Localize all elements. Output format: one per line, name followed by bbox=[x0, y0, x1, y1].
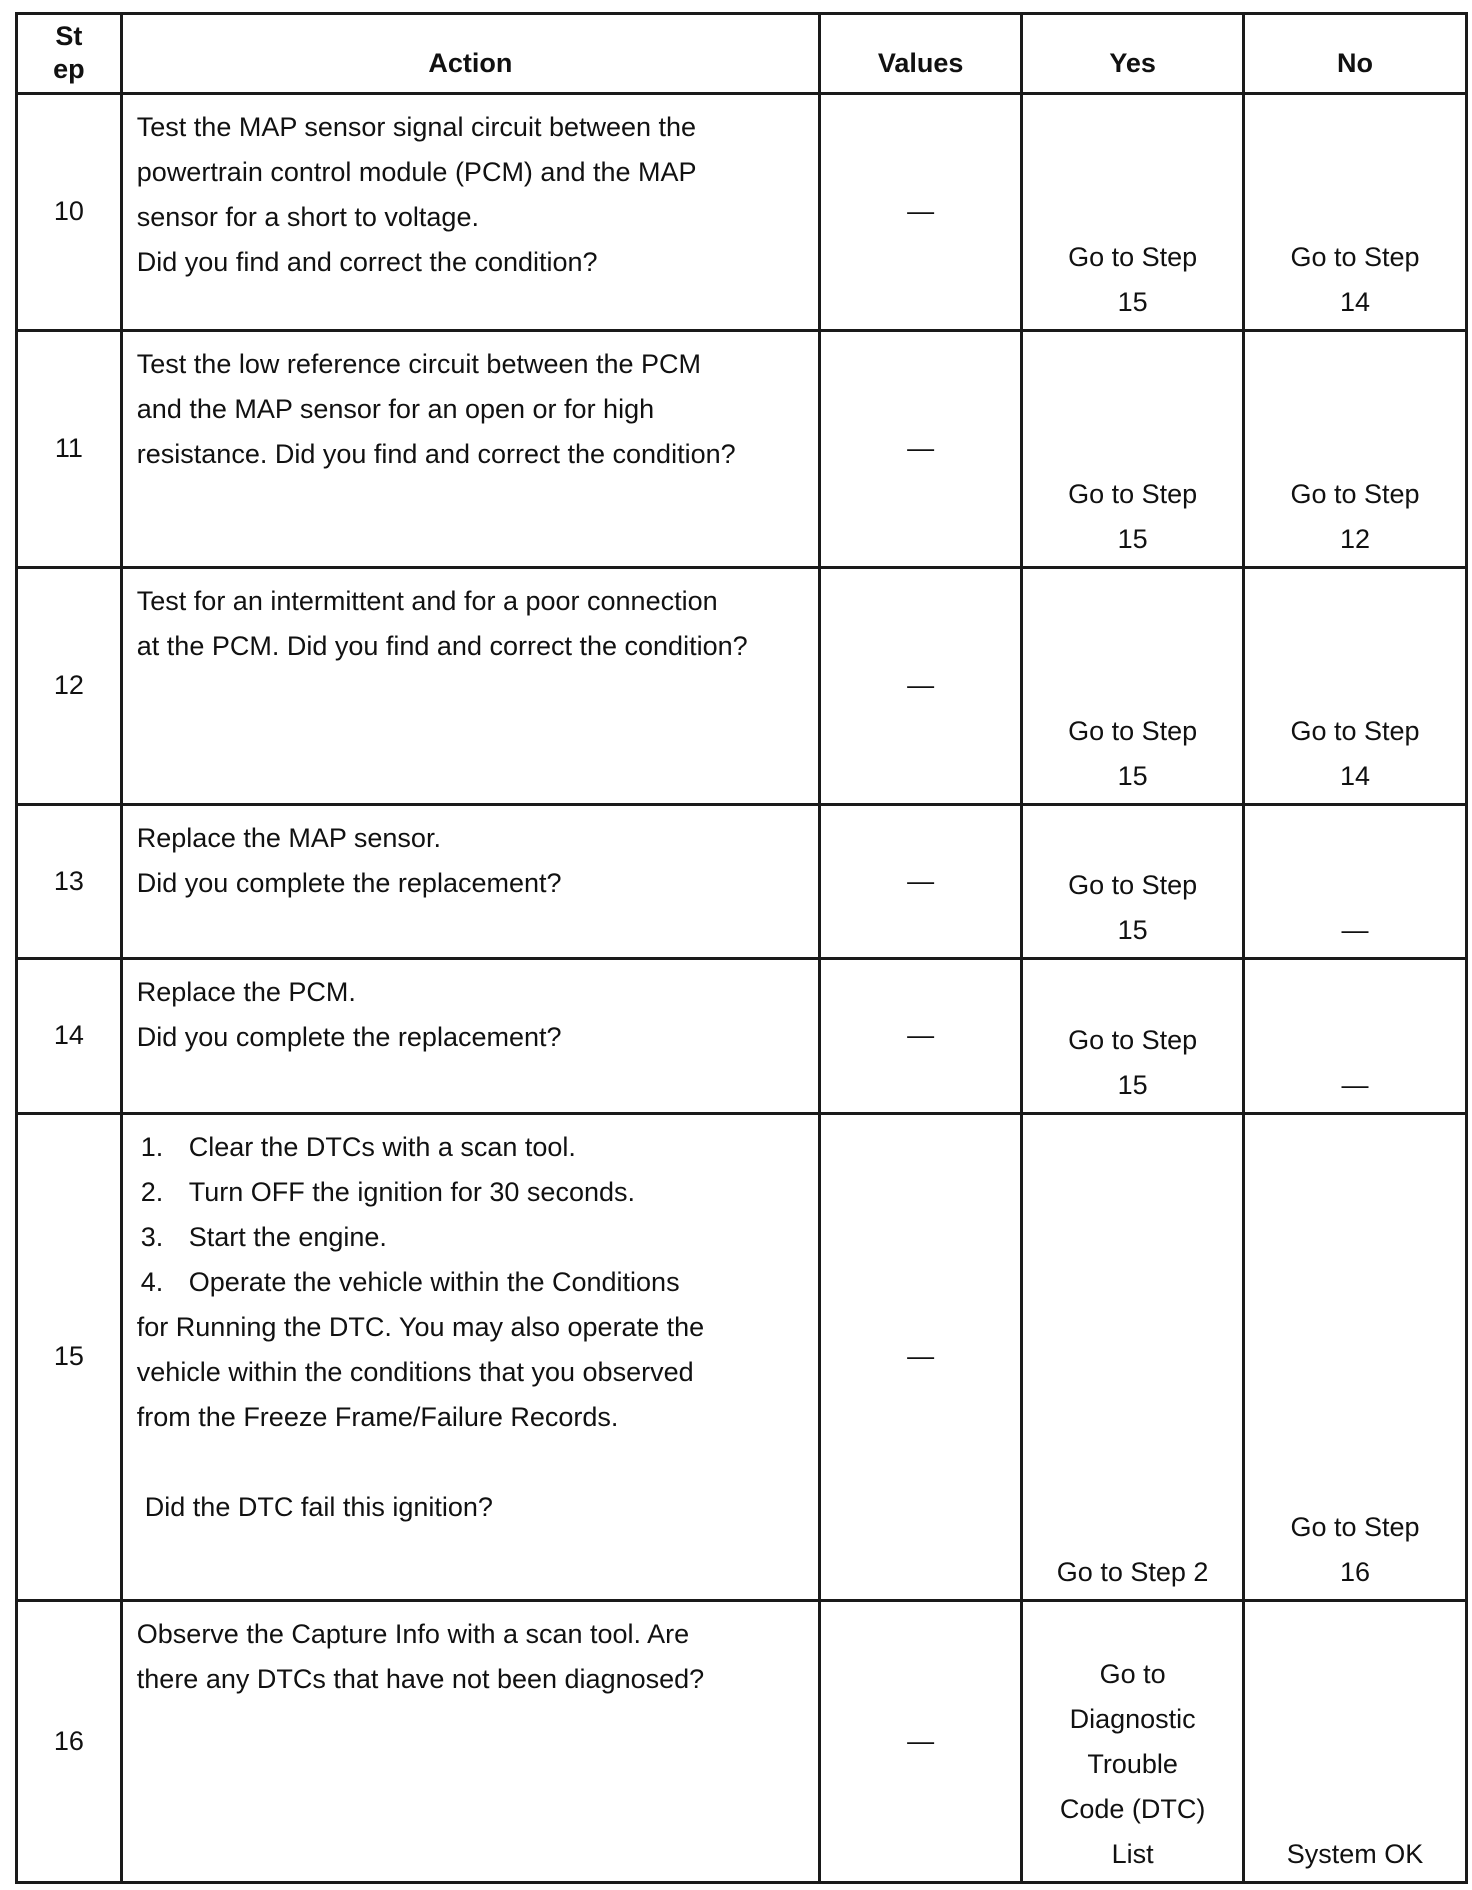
no-cell: Go to Step 14 bbox=[1243, 94, 1466, 331]
header-yes: Yes bbox=[1022, 14, 1244, 94]
action-cell: Replace the MAP sensor. Did you complete the replacement? bbox=[121, 804, 819, 959]
yes-cell: Go to Diagnostic Trouble Code (DTC) List bbox=[1022, 1600, 1244, 1882]
values-cell: — bbox=[819, 1600, 1021, 1882]
action-cell: Test for an intermittent and for a poor connection at the PCM. Did you find and correct the condition? bbox=[121, 567, 819, 804]
header-no: No bbox=[1243, 14, 1466, 94]
list-item: 2. Turn OFF the ignition for 30 seconds. bbox=[140, 1176, 635, 1207]
no-cell: — bbox=[1243, 804, 1466, 959]
action-cell: Test the MAP sensor signal circuit between the powertrain control module (PCM) and the MAP sensor for a short to voltage. Did you find and correct the condition? bbox=[121, 94, 819, 331]
step-number: 14 bbox=[17, 959, 122, 1114]
step-number: 11 bbox=[17, 330, 122, 567]
list-item: 4. Operate the vehicle within the Conditions bbox=[140, 1266, 680, 1297]
yes-cell: Go to Step 15 bbox=[1022, 94, 1244, 331]
values-cell: — bbox=[819, 959, 1021, 1114]
no-cell: System OK bbox=[1243, 1600, 1466, 1882]
list-item: 3. Start the engine. bbox=[140, 1221, 387, 1252]
diagnostic-table bbox=[15, 12, 1468, 1884]
yes-cell: Go to Step 2 bbox=[1022, 1113, 1244, 1600]
action-cell: 1. Clear the DTCs with a scan tool. 2. Turn OFF the ignition for 30 seconds. 3. Start the engine. 4. Operate the vehicle within the Conditions for Running the DTC. You may also operate the vehicle within the conditions that you observed from the Freeze Frame/Failure Records. Did the DTC fail this ignition? bbox=[121, 1113, 819, 1600]
no-cell: Go to Step 14 bbox=[1243, 567, 1466, 804]
table-row bbox=[17, 959, 1467, 1114]
step-number: 15 bbox=[17, 1113, 122, 1600]
table-row bbox=[17, 804, 1467, 959]
yes-cell: Go to Step 15 bbox=[1022, 567, 1244, 804]
table-row bbox=[17, 567, 1467, 804]
header-values: Values bbox=[819, 14, 1021, 94]
header-action: Action bbox=[121, 14, 819, 94]
no-cell: Go to Step 12 bbox=[1243, 330, 1466, 567]
action-cell: Test the low reference circuit between the PCM and the MAP sensor for an open or for high resistance. Did you find and correct the condition? bbox=[121, 330, 819, 567]
values-cell: — bbox=[819, 804, 1021, 959]
yes-cell: Go to Step 15 bbox=[1022, 959, 1244, 1114]
action-cell: Observe the Capture Info with a scan tool. Are there any DTCs that have not been diagnosed? bbox=[121, 1600, 819, 1882]
values-cell: — bbox=[819, 1113, 1021, 1600]
step-number: 16 bbox=[17, 1600, 122, 1882]
table-row bbox=[17, 1113, 1467, 1600]
no-cell: — bbox=[1243, 959, 1466, 1114]
header-row bbox=[17, 14, 1467, 94]
table-row bbox=[17, 1600, 1467, 1882]
no-cell: Go to Step 16 bbox=[1243, 1113, 1466, 1600]
question: Did the DTC fail this ignition? bbox=[144, 1491, 493, 1522]
step-number: 13 bbox=[17, 804, 122, 959]
list-item: 1. Clear the DTCs with a scan tool. bbox=[140, 1131, 576, 1162]
header-step: St ep bbox=[17, 14, 122, 94]
yes-cell: Go to Step 15 bbox=[1022, 330, 1244, 567]
table-row bbox=[17, 94, 1467, 331]
step-number: 10 bbox=[17, 94, 122, 331]
step-number: 12 bbox=[17, 567, 122, 804]
table-row bbox=[17, 330, 1467, 567]
action-cell: Replace the PCM. Did you complete the replacement? bbox=[121, 959, 819, 1114]
yes-cell: Go to Step 15 bbox=[1022, 804, 1244, 959]
values-cell: — bbox=[819, 567, 1021, 804]
values-cell: — bbox=[819, 94, 1021, 331]
values-cell: — bbox=[819, 330, 1021, 567]
